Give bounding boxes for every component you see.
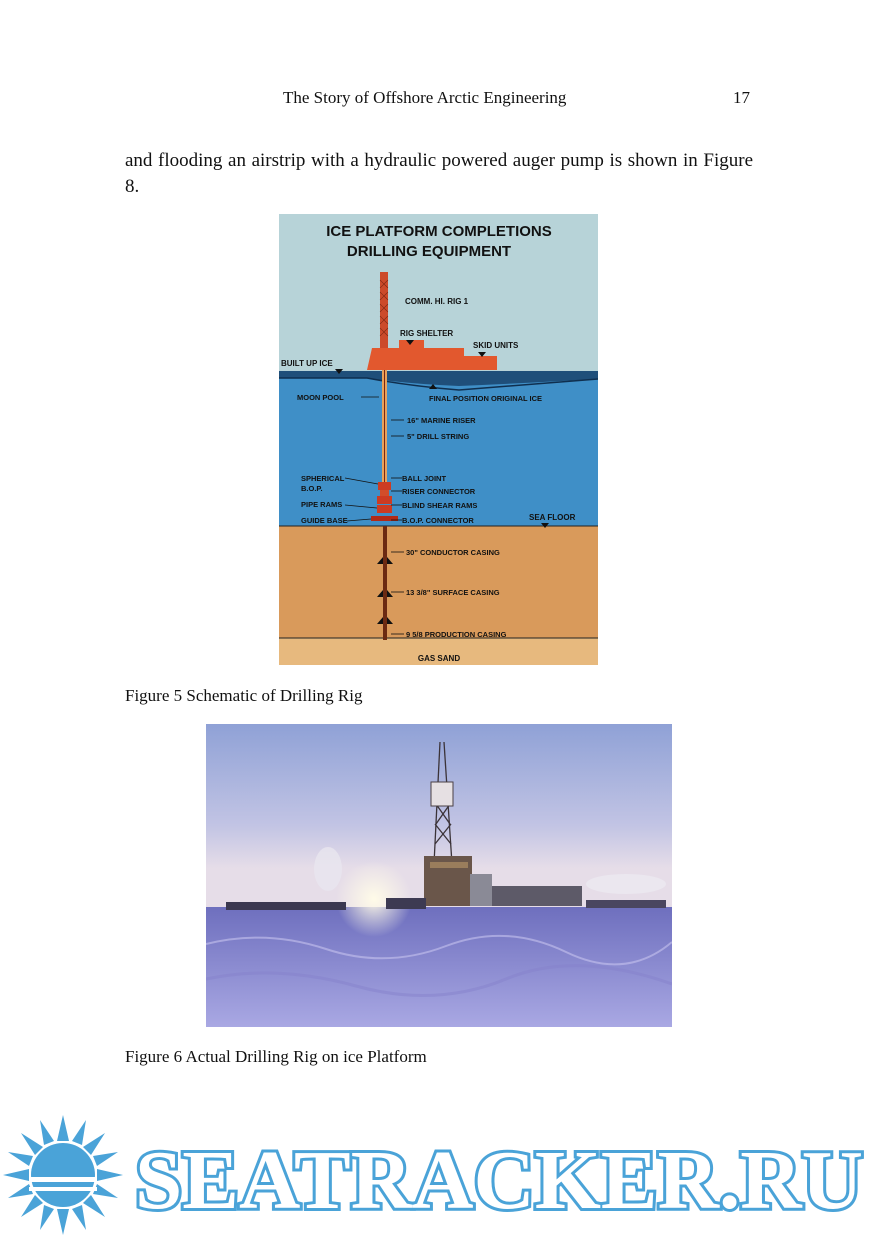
sun-logo-icon	[3, 1115, 123, 1235]
label-blind-shear-rams: BLIND SHEAR RAMS	[402, 501, 478, 510]
figure5-title-line1: ICE PLATFORM COMPLETIONS	[326, 223, 552, 240]
label-ball-joint: BALL JOINT	[402, 474, 447, 483]
label-moon-pool: MOON POOL	[297, 393, 344, 402]
skid-units	[424, 348, 464, 370]
watermark	[0, 1108, 878, 1240]
running-header	[0, 88, 878, 112]
seabed-band	[279, 526, 598, 638]
watermark-text: SEATRACKER.RU	[135, 1134, 863, 1227]
label-gas-sand: GAS SAND	[417, 654, 461, 663]
label-skid-units: SKID UNITS	[473, 341, 519, 350]
running-header-title: The Story of Offshore Arctic Engineering	[283, 88, 567, 107]
figure5-title-line2: DRILLING EQUIPMENT	[346, 243, 512, 260]
label-marine-riser: 16" MARINE RISER	[407, 416, 476, 425]
figure-5-schematic	[279, 214, 598, 665]
label-spherical-bop-2: B.O.P.	[301, 484, 323, 493]
figure-5-caption: Figure 5 Schematic of Drilling Rig	[125, 686, 363, 705]
skid-units-photo	[492, 886, 582, 906]
label-surface-casing: 13 3/8" SURFACE CASING	[406, 588, 500, 597]
steam-plume-left	[314, 847, 342, 891]
derrick-house	[431, 782, 453, 806]
label-rig-shelter: RIG SHELTER	[400, 329, 454, 338]
label-final-position: FINAL POSITION ORIGINAL ICE	[429, 394, 543, 403]
camp-left	[226, 902, 346, 910]
steam-plume-right	[586, 874, 666, 894]
label-rig: COMM. HI. RIG 1	[405, 297, 469, 306]
figure-6-caption: Figure 6 Actual Drilling Rig on ice Platform	[125, 1047, 427, 1066]
page-number: 17	[733, 88, 750, 107]
casing	[383, 526, 387, 640]
figure-6-photo	[206, 724, 672, 1027]
label-bop-connector: B.O.P. CONNECTOR	[402, 516, 474, 525]
rig-shelter	[367, 348, 403, 370]
label-pipe-rams: PIPE RAMS	[301, 500, 343, 509]
label-guide-base: GUIDE BASE	[301, 516, 348, 525]
body-paragraph: and flooding an airstrip with a hydraulic powered auger pump is shown in Figure 8.	[125, 150, 753, 197]
derrick-mast	[380, 272, 388, 356]
bop-stack	[378, 482, 391, 490]
label-spherical-bop: SPHERICAL	[301, 474, 345, 483]
label-drill-string: 5" DRILL STRING	[407, 432, 470, 441]
label-riser-connector: RISER CONNECTOR	[402, 487, 476, 496]
label-conductor-casing: 30" CONDUCTOR CASING	[406, 548, 500, 557]
label-built-up-ice: BUILT UP ICE	[281, 359, 333, 368]
label-production-casing: 9 5/8 PRODUCTION CASING	[406, 630, 507, 639]
label-sea-floor: SEA FLOOR	[529, 513, 576, 522]
